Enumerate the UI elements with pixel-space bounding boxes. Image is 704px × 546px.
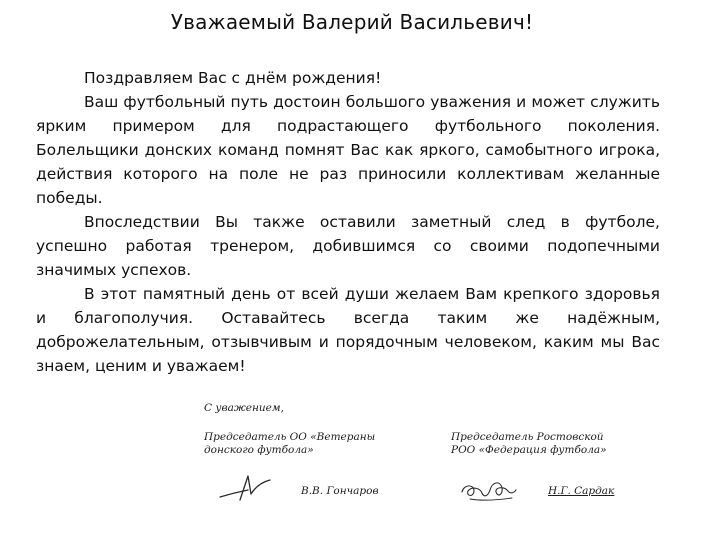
right-signatory-name: Н.Г. Сардак <box>548 485 615 497</box>
left-position-line1: Председатель ОО «Ветераны <box>204 431 376 443</box>
left-handwritten-signature <box>218 470 274 504</box>
left-signatory-position <box>204 431 414 457</box>
right-signatory-position <box>451 431 651 457</box>
left-signatory-name: В.В. Гончаров <box>301 485 379 497</box>
closing-greeting: С уважением, <box>204 402 284 414</box>
paragraph-wishes: В этот памятный день от всей души желаем Вам крепкого здоровья и благополучия. Оставайтесь всегда таким же надёжным, доброжелательным, отзывчивым и порядочным человеком, каким мы Вас знаем, ценим и уважаем! <box>36 285 660 375</box>
letter-body <box>36 66 660 378</box>
letter-title: Уважаемый Валерий Васильевич! <box>170 10 534 34</box>
right-handwritten-signature <box>458 474 518 504</box>
paragraph-coaching: Впоследствии Вы также оставили заметный след в футболе, успешно работая тренером, добившимся со своими подопечными значимых успехов. <box>36 213 660 279</box>
left-position-line2: донского футбола» <box>204 444 314 456</box>
right-position-line2: РОО «Федерация футбола» <box>451 444 607 456</box>
paragraph-greeting: Поздравляем Вас с днём рождения! <box>84 69 382 87</box>
right-position-line1: Председатель Ростовской <box>451 431 604 443</box>
paragraph-career: Ваш футбольный путь достоин большого уважения и может служить ярким примером для подрастающего футбольного поколения. Болельщики донских команд помнят Вас как яркого, самобытного игрока, действия которого на поле не раз приносили коллективам желанные победы. <box>36 93 660 207</box>
